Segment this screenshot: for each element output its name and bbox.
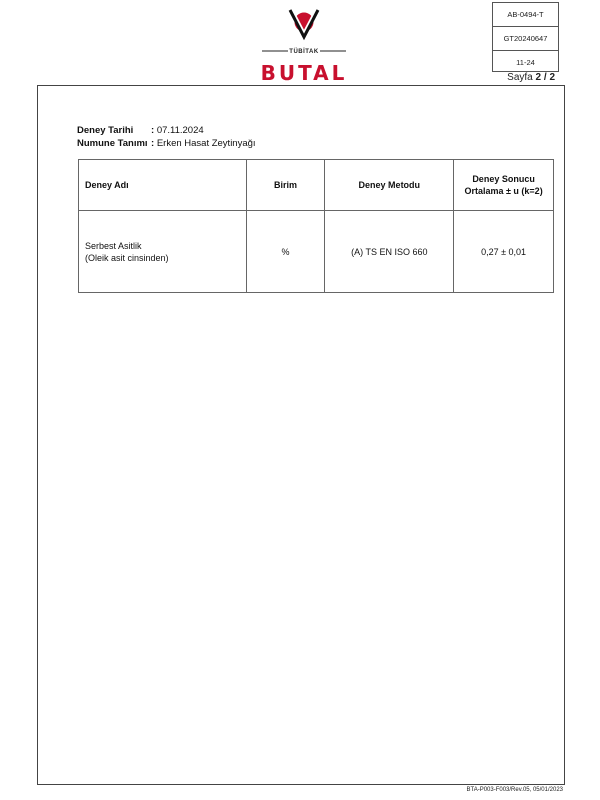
sample-description-value: Erken Hasat Zeytinyağı xyxy=(156,138,256,149)
report-number: GT20240647 xyxy=(493,27,558,51)
document-code-box xyxy=(492,2,559,72)
report-date-code: 11-24 xyxy=(516,58,535,67)
cell-result: 0,27 ± 0,01 xyxy=(454,211,554,293)
brand-sub: TÜBİTAK xyxy=(289,49,319,55)
test-name-line1: Serbest Asitlik xyxy=(85,240,142,251)
test-date-separator: : xyxy=(151,125,155,136)
sample-description-label: Numune Tanımı xyxy=(77,138,148,149)
results-table xyxy=(78,159,554,293)
page-label: Sayfa xyxy=(507,72,533,83)
test-name-line2: (Oleik asit cinsinden) xyxy=(85,252,169,263)
sample-description-row xyxy=(77,138,256,150)
page-current: 2 xyxy=(535,72,542,83)
page-separator: / xyxy=(543,72,547,83)
header-result xyxy=(454,160,554,211)
page-number xyxy=(495,72,555,83)
header-test-name: Deney Adı xyxy=(79,160,247,211)
footer-document-code: BTA-P003-F003/Rev.05, 05/01/2023 xyxy=(466,787,563,793)
test-date-row xyxy=(77,125,204,137)
header-method: Deney Metodu xyxy=(325,160,454,211)
test-date-value: 07.11.2024 xyxy=(156,125,204,136)
brand-name: BUTAL xyxy=(260,61,348,85)
header-unit: Birim xyxy=(246,160,325,211)
logo-emblem-icon xyxy=(258,6,350,66)
cell-unit: % xyxy=(246,211,325,293)
table-header-row xyxy=(79,160,554,211)
table-row xyxy=(79,211,554,293)
header-result-line1: Deney Sonucu xyxy=(472,174,535,184)
cell-method: (A) TS EN ISO 660 xyxy=(325,211,454,293)
accreditation-code: AB-0494-T xyxy=(493,3,558,27)
page-total: 2 xyxy=(549,72,555,83)
test-date-label: Deney Tarihi xyxy=(77,125,134,136)
tubitak-butal-logo xyxy=(258,6,350,84)
cell-test-name xyxy=(79,211,247,293)
sample-description-separator: : xyxy=(151,138,155,149)
header-result-line2: Ortalama ± u (k=2) xyxy=(464,186,543,196)
